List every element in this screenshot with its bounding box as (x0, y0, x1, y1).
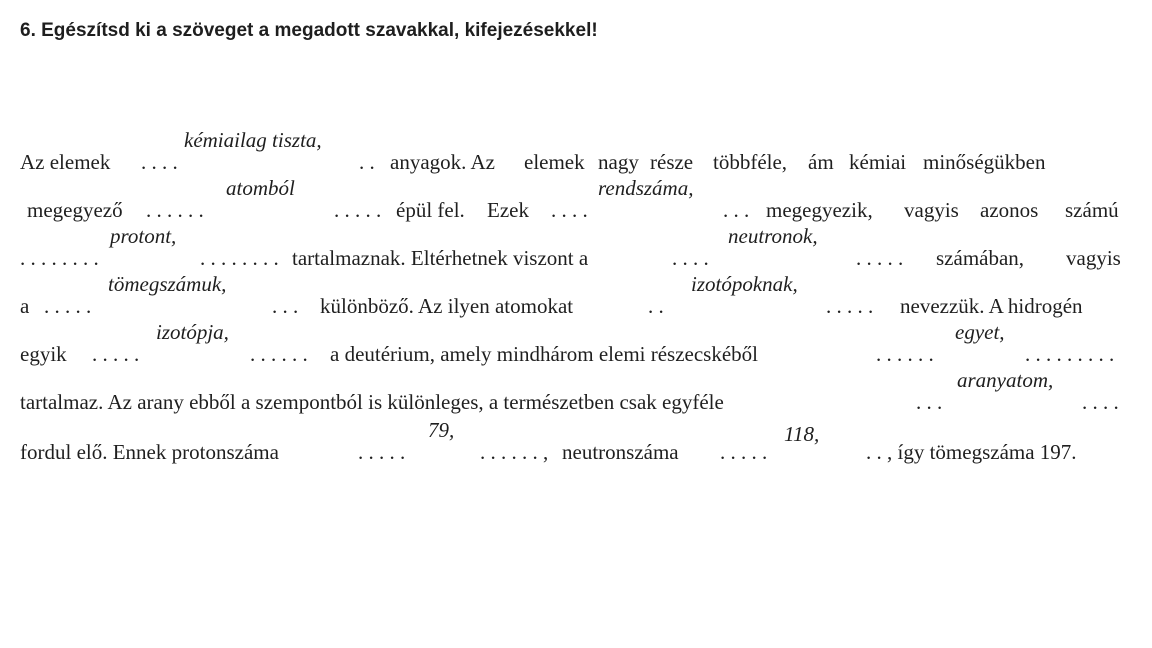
text-segment: vagyis (1066, 246, 1121, 270)
blank-dots: . . . . (672, 246, 709, 270)
text-segment: épül fel. (396, 198, 465, 222)
blank-dots: . . . . . (720, 440, 768, 464)
text-segment: fordul elő. Ennek protonszáma (20, 440, 279, 464)
text-segment: többféle, (713, 150, 788, 174)
blank-dots: . . . . . (44, 294, 92, 318)
blank-dots: . . . . . . , (480, 440, 549, 464)
blank-dots: . . . . . . . . (20, 246, 99, 270)
text-line-1 (20, 128, 1132, 172)
handwritten-answer: egyet, (955, 320, 1005, 344)
text-segment: számában, (936, 246, 1025, 270)
blank-dots: . . . . (551, 198, 588, 222)
text-line-3 (20, 224, 1132, 268)
text-segment: Ezek (487, 198, 529, 222)
text-segment: ám (808, 150, 834, 174)
blank-dots: . . . . . . (876, 342, 934, 366)
text-segment: megegyezik, (766, 198, 873, 222)
handwritten-answer: kémiailag tiszta, (184, 128, 322, 152)
text-segment: tartalmaz. Az arany ebből a szempontból is különleges, a természetben csak egyféle (20, 390, 724, 414)
handwritten-answer: tömegszámuk, (108, 272, 227, 296)
text-segment: nevezzük. A hidrogén (900, 294, 1083, 318)
text-line-4 (20, 272, 1132, 316)
text-segment: különböző. Az ilyen atomokat (320, 294, 574, 318)
text-line-7 (20, 418, 1132, 462)
text-segment: neutronszáma (562, 440, 679, 464)
text-segment: azonos (980, 198, 1039, 222)
handwritten-answer: protont, (110, 224, 177, 248)
blank-dots: . . . (723, 198, 750, 222)
text-segment: a deutérium, amely mindhárom elemi részecskéből (330, 342, 759, 366)
handwritten-answer: 118, (784, 422, 820, 446)
text-line-6 (20, 368, 1132, 412)
text-segment: kémiai (849, 150, 907, 174)
text-segment: elemek (524, 150, 585, 174)
text-line-5 (20, 320, 1132, 364)
text-segment: minőségükben (923, 150, 1046, 174)
text-segment: a (20, 294, 30, 318)
blank-dots: . . . . (141, 150, 178, 174)
handwritten-answer: rendszáma, (598, 176, 694, 200)
blank-dots: . . . . . . (250, 342, 308, 366)
blank-dots: . . . . . . . . . (1025, 342, 1115, 366)
blank-dots: . . . . . . . . (200, 246, 279, 270)
handwritten-answer: izotópja, (156, 320, 229, 344)
text-segment: Az elemek (20, 150, 111, 174)
handwritten-answer: aranyatom, (957, 368, 1054, 392)
text-segment: nagy (598, 150, 639, 174)
blank-dots: . . . . . (92, 342, 140, 366)
handwritten-answer: neutronok, (728, 224, 818, 248)
blank-dots: . . . (272, 294, 299, 318)
blank-dots: . . . . . (826, 294, 874, 318)
blank-dots: . . . . . (334, 198, 382, 222)
text-segment: . . , így tömegszáma 197. (866, 440, 1077, 464)
blank-dots: . . (359, 150, 375, 174)
blank-dots: . . . . . . (146, 198, 204, 222)
text-line-2 (20, 176, 1132, 220)
blank-dots: . . . . . (856, 246, 904, 270)
blank-dots: . . . . (1082, 390, 1119, 414)
text-segment: számú (1065, 198, 1119, 222)
text-segment: megegyező (27, 198, 123, 222)
text-segment: anyagok. Az (390, 150, 495, 174)
text-segment: tartalmaznak. Eltérhetnek viszont a (292, 246, 589, 270)
blank-dots: . . . (916, 390, 943, 414)
handwritten-answer: 79, (428, 418, 455, 442)
text-segment: vagyis (904, 198, 959, 222)
text-segment: része (650, 150, 694, 174)
exercise-title: 6. Egészítsd ki a szöveget a megadott szavakkal, kifejezésekkel! (20, 20, 598, 41)
text-segment: egyik (20, 342, 67, 366)
handwritten-answer: izotópoknak, (691, 272, 798, 296)
handwritten-answer: atomból (226, 176, 295, 200)
blank-dots: . . (648, 294, 664, 318)
blank-dots: . . . . . (358, 440, 406, 464)
